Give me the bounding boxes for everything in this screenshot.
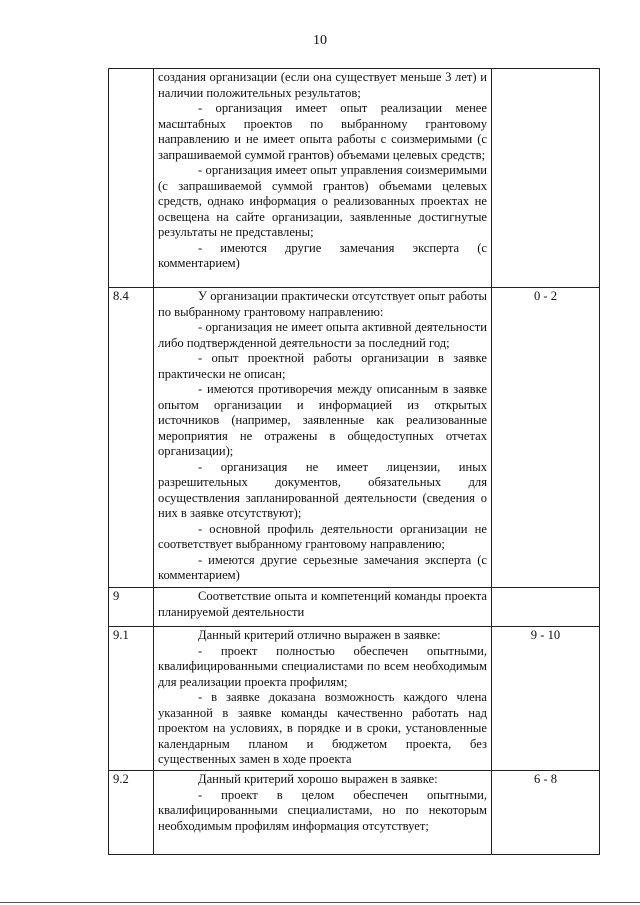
criterion-score	[492, 69, 600, 288]
criterion-number	[109, 69, 154, 288]
criterion-description	[154, 627, 492, 771]
table-row	[109, 588, 600, 627]
description-paragraph: - проект в целом обеспечен опытными, квалифицированными специалистами, но по некоторым необходимым профилям информация отсутствует;	[158, 787, 487, 833]
description-paragraph: - опыт проектной работы организации в заявке практически не описан;	[158, 351, 487, 381]
page-number: 10	[313, 33, 327, 48]
description-paragraph: У организации практически отсутствует опыт работы по выбранному грантовому направлению:	[158, 289, 487, 319]
criterion-score: 9 - 10	[492, 627, 600, 771]
criterion-description	[154, 771, 492, 855]
criterion-score	[492, 588, 600, 627]
description-paragraph: создания организации (если она существует меньше 3 лет) и наличии положительных результатов;	[158, 70, 487, 100]
criterion-description	[154, 588, 492, 627]
description-paragraph: - организация не имеет лицензии, иных разрешительных документов, обязательных для осуществления запланированной деятельности (сведения о них в заявке отсутствуют);	[158, 459, 487, 520]
table-row	[109, 69, 600, 288]
criteria-table	[108, 68, 600, 855]
description-paragraph: - имеются противоречия между описанным в заявке опытом организации и информацией из открытых источников (например, заявленные как реализованные мероприятия не отражены в общедоступных отчетах организации);	[158, 382, 487, 458]
criterion-description	[154, 288, 492, 588]
description-paragraph: - организация имеет опыт управления соизмеримыми (с запрашиваемой суммой грантов) объемами целевых средств, однако информация о реализованных проектах не освещена на сайте организации, заявленные достигнутые результаты не представлены;	[158, 163, 487, 239]
criterion-description	[154, 69, 492, 288]
description-paragraph: - организация имеет опыт реализации менее масштабных проектов по выбранному грантовому направлению и не имеет опыта работы с соизмеримыми (с запрашиваемой суммой грантов) объемами целевых средств;	[158, 101, 487, 162]
criterion-number: 8.4	[109, 288, 154, 588]
description-paragraph: - в заявке доказана возможность каждого члена указанной в заявке команды качественно работать над проектом на условиях, в порядке и в сроки, установленные календарным планом и бюджетом проекта, без существенных замен в ходе проекта	[158, 690, 487, 766]
criterion-number: 9.2	[109, 771, 154, 855]
description-paragraph: Соответствие опыта и компетенций команды проекта планируемой деятельности	[158, 589, 487, 619]
description-paragraph: - организация не имеет опыта активной деятельности либо подтвержденной деятельности за последний год;	[158, 320, 487, 350]
criterion-number: 9.1	[109, 627, 154, 771]
criterion-number: 9	[109, 588, 154, 627]
description-paragraph: - проект полностью обеспечен опытными, квалифицированными специалистами по всем необходимым для реализации проекта профилям;	[158, 643, 487, 689]
description-paragraph: - имеются другие серьезные замечания эксперта (с комментарием)	[158, 552, 487, 582]
criterion-score: 0 - 2	[492, 288, 600, 588]
table-row	[109, 771, 600, 855]
criterion-score: 6 - 8	[492, 771, 600, 855]
description-paragraph: Данный критерий отлично выражен в заявке:	[198, 628, 441, 642]
description-paragraph: - имеются другие замечания эксперта (с комментарием)	[158, 240, 487, 270]
page-bottom-rule	[0, 902, 640, 903]
description-paragraph: - основной профиль деятельности организации не соответствует выбранному грантовому направлению;	[158, 521, 487, 551]
description-paragraph: Данный критерий хорошо выражен в заявке:	[198, 772, 438, 786]
table-row	[109, 627, 600, 771]
table-row	[109, 288, 600, 588]
